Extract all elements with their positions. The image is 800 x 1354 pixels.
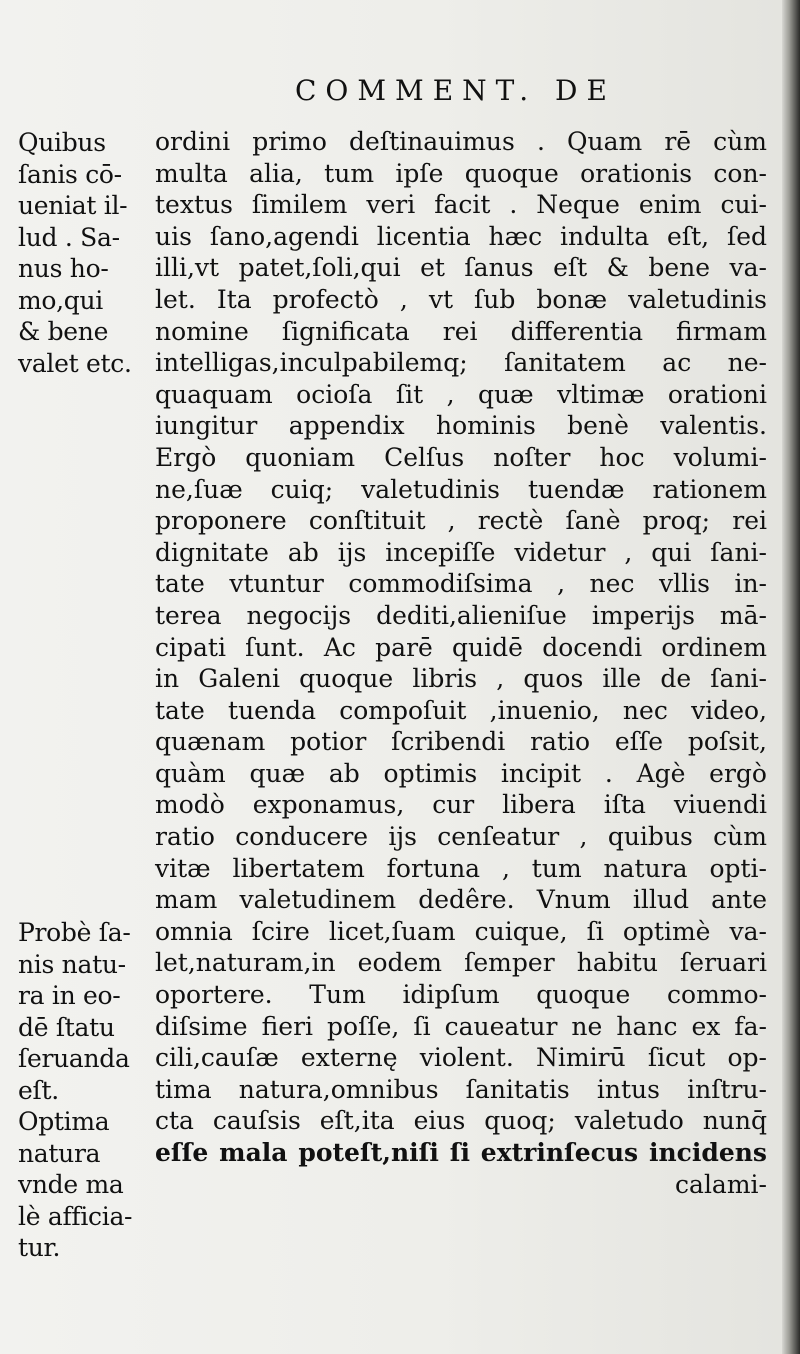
- margin-note-line: valet etc.: [18, 348, 132, 378]
- text-line: omnia ſcire licet,ſuam cuique, ſi optimè va-: [155, 916, 767, 946]
- text-line: tima natura,omnibus ſanitatis intus inſtru-: [155, 1074, 767, 1104]
- text-line: ne,ſuæ cuiq; valetudinis tuendæ rationem: [155, 474, 767, 504]
- margin-note-line: & bene: [18, 317, 109, 346]
- text-line: cili,cauſæ externę violent. Nimirū ſicut op-: [155, 1043, 767, 1073]
- text-line: let,naturam,in eodem ſemper habitu ſeruari: [155, 948, 767, 978]
- running-head: COMMENT. DE: [295, 74, 616, 107]
- margin-note: [18, 127, 132, 379]
- text-line: oportere. Tum idipſum quoque commo-: [155, 980, 767, 1010]
- margin-note: [18, 917, 130, 1106]
- margin-note-line: Probè ſa-: [18, 918, 131, 947]
- text-line: intelligas,inculpabilemq; ſanitatem ac ne-: [155, 348, 767, 378]
- text-line: cta cauſsis eſt,ita eius quoq; valetudo nunq̄: [155, 1106, 767, 1136]
- text-line: quænam potior ſcribendi ratio eſſe poſsit,: [155, 727, 767, 757]
- text-line: illi,vt patet,ſoli,qui et ſanus eſt & bene va-: [155, 253, 767, 283]
- text-line: Ergò quoniam Celſus noſter hoc volumi-: [155, 442, 767, 472]
- text-line: eſſe mala poteſt,niſi ſi extrinſecus incidens: [155, 1138, 767, 1167]
- margin-note-line: ueniat il-: [18, 191, 128, 220]
- margin-note-line: lud . Sa-: [18, 222, 120, 252]
- text-line: quàm quæ ab optimis incipit . Agè ergò: [155, 758, 767, 788]
- page-edge: [782, 0, 800, 1354]
- text-line: modò exponamus, cur libera iſta viuendi: [155, 790, 767, 820]
- body-text: [155, 126, 767, 1200]
- text-line: textus ſimilem veri facit . Neque enim cui-: [155, 190, 767, 220]
- margin-note-line: nis natu-: [18, 949, 126, 979]
- margin-note-line: Quibus: [18, 128, 106, 157]
- text-line: ordini primo deſtinauimus . Quam rē cùm: [155, 127, 767, 156]
- text-line: calami-: [675, 1169, 767, 1199]
- margin-note-line: ſanis cō-: [18, 159, 122, 189]
- text-line: cipati ſunt. Ac parē quidē docendi ordinem: [155, 632, 767, 662]
- margin-note-line: nus ho-: [18, 254, 109, 283]
- text-line: dignitate ab ijs incepiſſe videtur , qui ſani-: [155, 537, 767, 567]
- text-line: tate vtuntur commodiſsima , nec vllis in-: [155, 569, 767, 599]
- text-line: uis ſano,agendi licentia hæc indulta eſt, ſed: [155, 221, 767, 251]
- text-line: in Galeni quoque libris , quos ille de ſani-: [155, 664, 767, 694]
- text-line: mam valetudinem dedêre. Vnum illud ante: [155, 885, 767, 915]
- text-line: terea negocijs dediti,alieniſue imperijs mā-: [155, 600, 767, 630]
- text-line: ratio conducere ijs cenſeatur , quibus cùm: [155, 822, 767, 852]
- text-line: quaquam ocioſa ſit , quæ vltimæ orationi: [155, 379, 767, 409]
- margin-note: [18, 1106, 132, 1264]
- text-line: tate tuenda compoſuit ,inuenio, nec video,: [155, 695, 767, 725]
- margin-note-line: tur.: [18, 1233, 61, 1262]
- text-line: proponere conſtituit , rectè ſanè proq; rei: [155, 506, 767, 536]
- margin-note-line: ra in eo-: [18, 981, 121, 1010]
- margin-note-line: Optima: [18, 1107, 110, 1136]
- margin-note-line: ſeruanda: [18, 1044, 130, 1073]
- text-line: vitæ libertatem fortuna , tum natura opti-: [155, 853, 767, 883]
- text-line: nomine ſignificata rei differentia firmam: [155, 316, 767, 346]
- text-line: diſsime fieri poſſe, ſi caueatur ne hanc ex fa-: [155, 1011, 767, 1041]
- margin-note-line: mo,qui: [18, 285, 104, 315]
- margin-note-line: eſt.: [18, 1075, 59, 1105]
- margin-note-line: vnde ma: [18, 1170, 124, 1199]
- margin-note-line: natura: [18, 1138, 101, 1168]
- margin-note-line: dē ſtatu: [18, 1012, 115, 1042]
- text-line: let. Ita profectò , vt ſub bonæ valetudinis: [155, 284, 767, 314]
- text-line: multa alia, tum ipſe quoque orationis con-: [155, 158, 767, 188]
- margin-note-line: lè afficia-: [18, 1201, 133, 1231]
- text-line: iungitur appendix hominis benè valentis.: [155, 411, 767, 441]
